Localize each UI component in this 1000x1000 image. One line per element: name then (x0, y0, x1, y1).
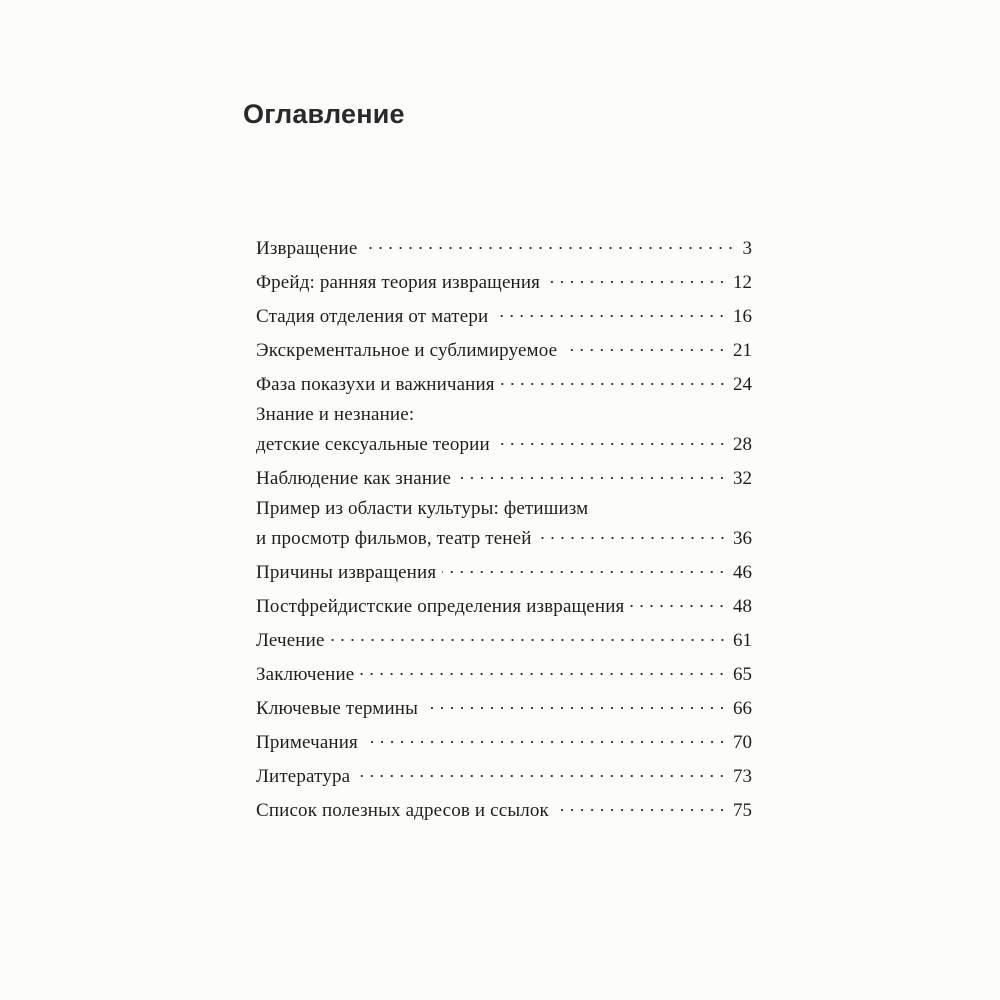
toc-page-number: 65 (733, 664, 752, 685)
dot-leader (546, 281, 727, 283)
toc-entry-line (256, 402, 752, 428)
toc-page-number: 73 (733, 766, 752, 787)
toc-page-number: 66 (733, 698, 752, 719)
toc-entry-title: и просмотр фильмов, театр теней (256, 528, 532, 549)
toc-entry-line (256, 658, 752, 692)
toc-entry-line (256, 590, 752, 624)
toc-page-number: 70 (733, 732, 752, 753)
toc-page-number: 12 (733, 272, 752, 293)
dot-leader (360, 673, 727, 675)
toc-page-number: 16 (733, 306, 752, 327)
toc-entry-title: Стадия отделения от матери (256, 306, 489, 327)
toc-entry (256, 590, 752, 624)
toc-entry-line (256, 266, 752, 300)
toc-entry-line (256, 368, 752, 402)
dot-leader (364, 741, 727, 743)
toc-page-number: 61 (733, 630, 752, 651)
toc-page-number: 36 (733, 528, 752, 549)
toc-entry-title: Заключение (256, 664, 355, 685)
toc-entry (256, 300, 752, 334)
table-of-contents (256, 232, 752, 828)
toc-entry-line (256, 760, 752, 794)
toc-entry-title: Литература (256, 766, 351, 787)
toc-entry (256, 496, 752, 556)
toc-entry-title: Фаза показухи и важничания (256, 374, 495, 395)
toc-entry-line (256, 462, 752, 496)
toc-entry (256, 232, 752, 266)
toc-entry-title: Список полезных адресов и ссылок (256, 800, 549, 821)
toc-page-number: 75 (733, 800, 752, 821)
dot-leader (501, 383, 727, 385)
toc-entry-line (256, 692, 752, 726)
toc-entry-title: Постфрейдистские определения извращения (256, 596, 625, 617)
toc-entry (256, 462, 752, 496)
toc-entry (256, 266, 752, 300)
toc-page-number: 24 (733, 374, 752, 395)
toc-entry-title: Извращение (256, 238, 358, 259)
dot-leader (496, 443, 727, 445)
toc-entry-title: Фрейд: ранняя теория извращения (256, 272, 541, 293)
toc-entry-line (256, 428, 752, 462)
toc-entry (256, 556, 752, 590)
dot-leader (563, 349, 727, 351)
toc-entry (256, 334, 752, 368)
toc-entry-title: Пример из области культуры: фетишизм (256, 498, 589, 519)
toc-entry-title: Причины извращения (256, 562, 437, 583)
dot-leader (331, 639, 727, 641)
dot-leader (538, 537, 727, 539)
toc-entry-title: Экскрементальное и сублимируемое (256, 340, 558, 361)
toc-entry-title: Знание и незнание: (256, 404, 415, 425)
toc-entry-line (256, 556, 752, 590)
toc-page-number: 48 (733, 596, 752, 617)
dot-leader (630, 605, 727, 607)
toc-entry (256, 624, 752, 658)
toc-entry (256, 760, 752, 794)
toc-entry (256, 402, 752, 462)
toc-entry-line (256, 334, 752, 368)
toc-entry (256, 726, 752, 760)
toc-entry-line (256, 300, 752, 334)
toc-entry-line (256, 726, 752, 760)
toc-entry (256, 368, 752, 402)
toc-entry (256, 658, 752, 692)
toc-page-number: 28 (733, 434, 752, 455)
toc-page-number: 21 (733, 340, 752, 361)
toc-entry (256, 794, 752, 828)
page-title: Оглавление (243, 99, 405, 129)
toc-entry-title: Ключевые термины (256, 698, 419, 719)
toc-entry-line (256, 522, 752, 556)
toc-entry-title: детские сексуальные теории (256, 434, 490, 455)
dot-leader (457, 477, 727, 479)
dot-leader (555, 809, 727, 811)
toc-entry-title: Примечания (256, 732, 358, 753)
toc-page-number: 3 (742, 238, 752, 259)
toc-entry (256, 692, 752, 726)
toc-entry-title: Лечение (256, 630, 325, 651)
toc-entry-line (256, 624, 752, 658)
toc-entry-title: Наблюдение как знание (256, 468, 452, 489)
toc-entry-line (256, 232, 752, 266)
dot-leader (356, 775, 727, 777)
toc-page-number: 32 (733, 468, 752, 489)
dot-leader (363, 247, 736, 249)
toc-entry-line (256, 496, 752, 522)
toc-page-number: 46 (733, 562, 752, 583)
toc-entry-line (256, 794, 752, 828)
dot-leader (442, 571, 727, 573)
dot-leader (424, 707, 727, 709)
dot-leader (494, 315, 727, 317)
